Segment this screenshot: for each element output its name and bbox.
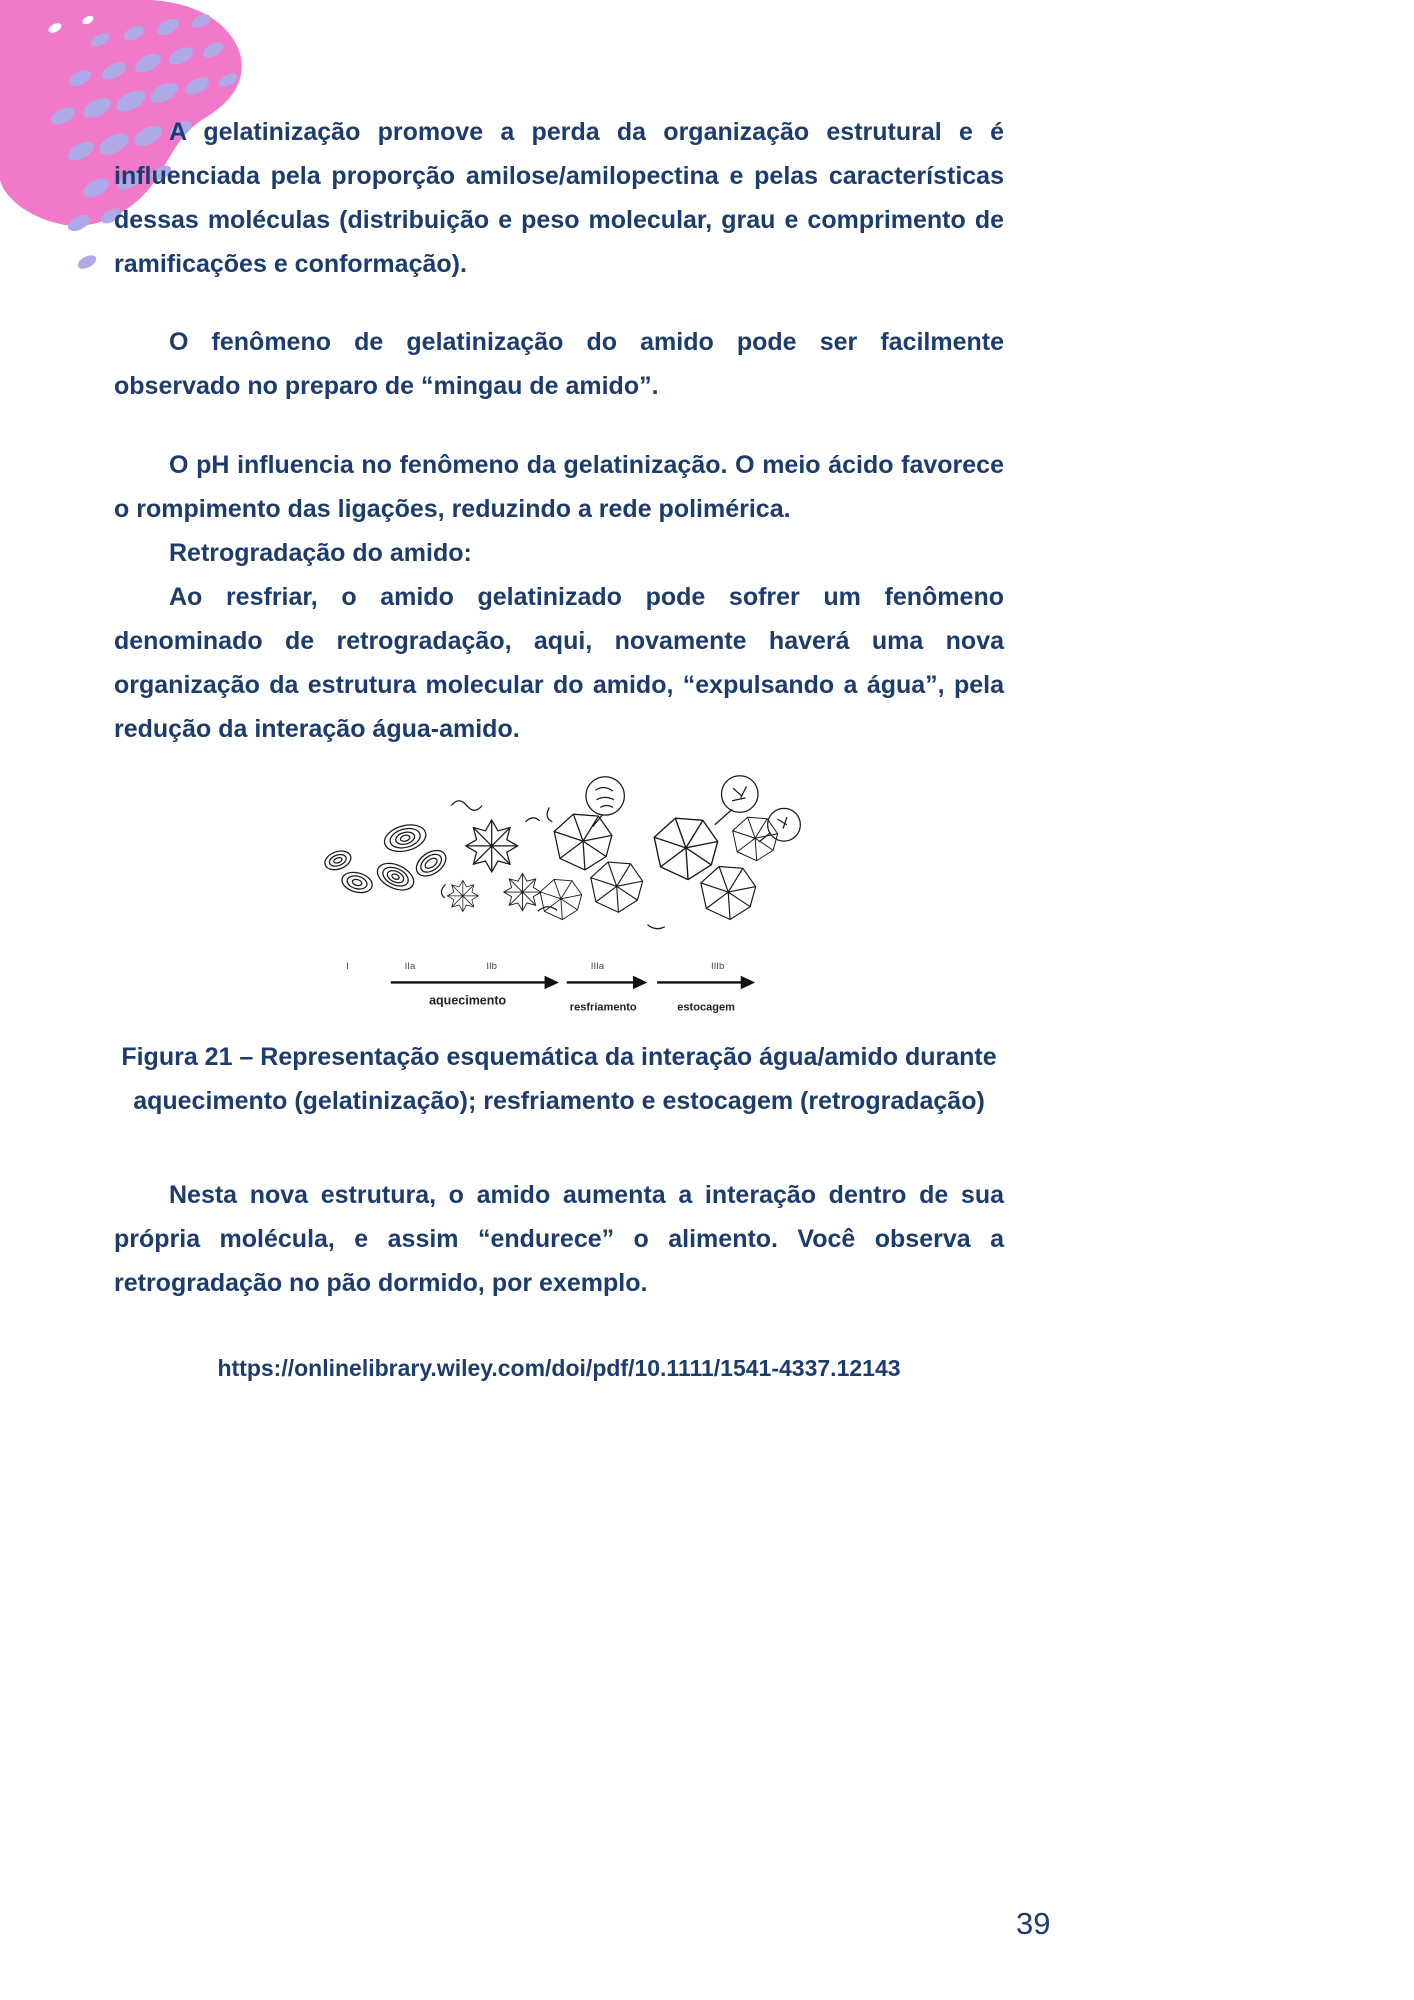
arrow-label-storage: estocagem bbox=[677, 1001, 735, 1014]
paragraph-ph: O pH influencia no fenômeno da gelatinização. O meio ácido favorece o rompimento das ligações, reduzindo a rede polimérica. bbox=[114, 451, 1004, 523]
stage-label-iiib: IIIb bbox=[710, 961, 725, 972]
paragraph-conclusion: Nesta nova estrutura, o amido aumenta a interação dentro de sua própria molécula, e assim “endurece” o alimento. Você observa a retrogradação no pão dormido, por exemplo. bbox=[114, 1181, 1004, 1297]
granules-stage-iia bbox=[373, 821, 450, 896]
stage-label-i: I bbox=[346, 961, 349, 972]
granules-stage-iib bbox=[447, 820, 541, 912]
arrow-labels bbox=[429, 994, 735, 1014]
arrow-label-cooling: resfriamento bbox=[569, 1001, 637, 1014]
diagram-ink bbox=[322, 776, 800, 929]
figure-21 bbox=[309, 769, 809, 1019]
paragraph-retrogradation: Ao resfriar, o amido gelatinizado pode sofrer um fenômeno denominado de retrogradação, aqui, novamente haverá uma nova organização da estrutura molecular do amido, “expulsando a água”, pela redução da interação água-amido. bbox=[114, 583, 1004, 743]
paragraph-mingau: O fenômeno de gelatinização do amido pode ser facilmente observado no preparo de “mingau de amido”. bbox=[114, 328, 1004, 400]
stage-labels bbox=[346, 961, 724, 972]
stage-label-iia: IIa bbox=[404, 961, 416, 972]
retrogradation-heading: Retrogradação do amido: bbox=[169, 539, 472, 567]
granules-stage-iiib bbox=[654, 776, 800, 920]
paragraph-gelatinization: A gelatinização promove a perda da organização estrutural e é influenciada pela proporção amilose/amilopectina e pelas características dessas moléculas (distribuição e peso molecular, grau e comprimento de ramificações e conformação). bbox=[114, 118, 1004, 278]
process-arrows bbox=[391, 976, 755, 989]
arrow-label-heating: aquecimento bbox=[429, 993, 507, 1008]
stage-label-iiia: IIIa bbox=[590, 961, 605, 972]
stage-label-iib: IIb bbox=[486, 961, 498, 972]
figure-caption: Figura 21 – Representação esquemática da interação água/amido durante aquecimento (gelatinização); resfriamento e estocagem (retrogradação) bbox=[121, 1043, 997, 1115]
granules-stage-iiia bbox=[540, 777, 643, 920]
arrowhead-heating bbox=[545, 976, 559, 989]
arrowhead-storage bbox=[741, 976, 755, 989]
arrowhead-cooling bbox=[633, 976, 647, 989]
starch-diagram bbox=[309, 769, 809, 1019]
text-column bbox=[114, 0, 1004, 1383]
reference-url[interactable]: https://onlinelibrary.wiley.com/doi/pdf/10.1111/1541-4337.12143 bbox=[217, 1355, 901, 1381]
page-number: 39 bbox=[1016, 1906, 1051, 1941]
granules-stage-i bbox=[322, 848, 374, 896]
